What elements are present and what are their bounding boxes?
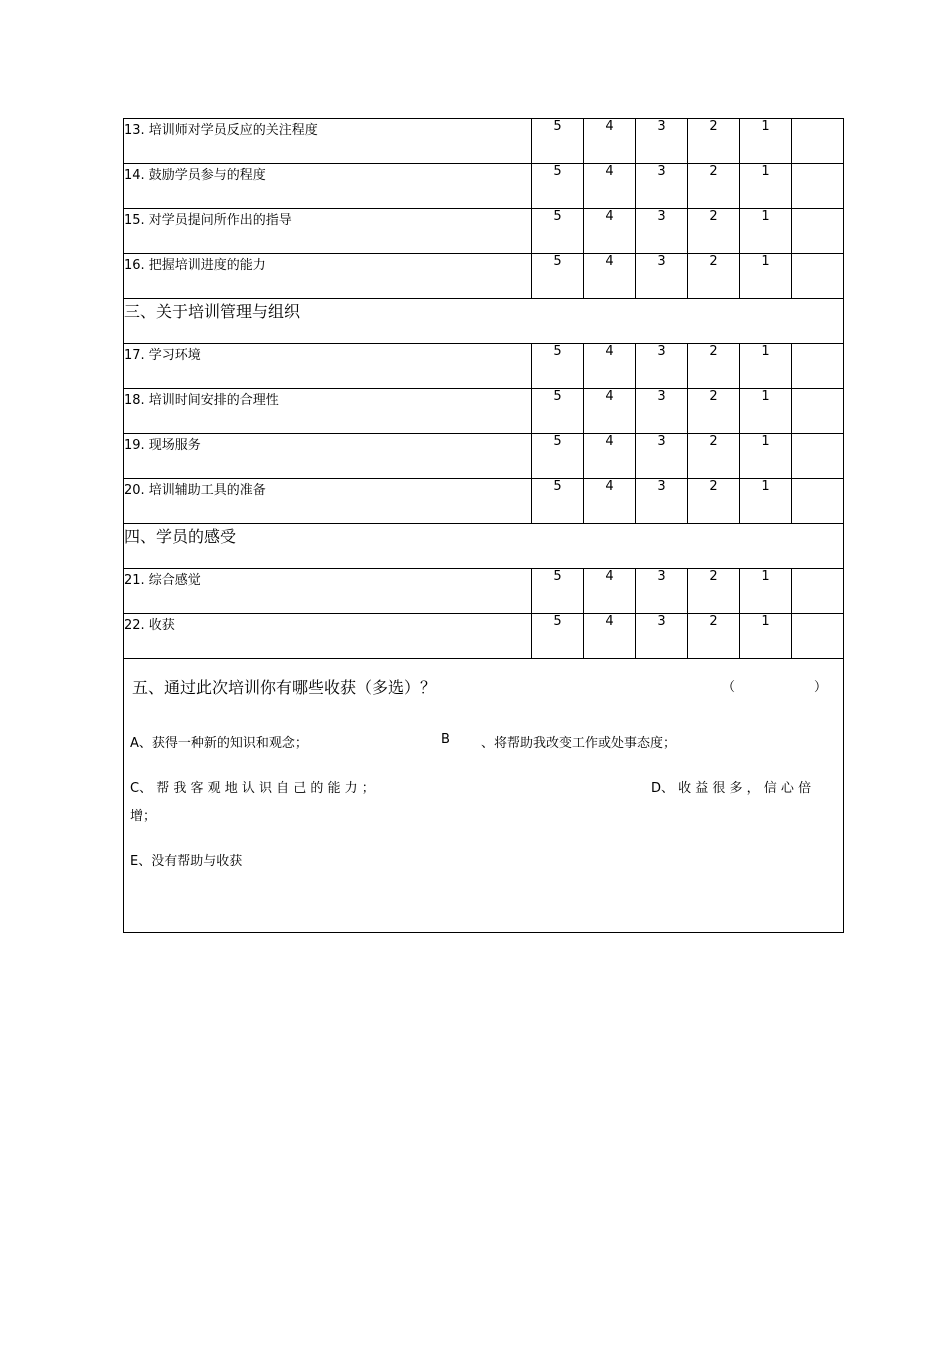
table-row bbox=[124, 434, 844, 479]
score-1[interactable]: 1 bbox=[740, 614, 792, 659]
score-5[interactable]: 5 bbox=[532, 344, 584, 389]
score-3[interactable]: 3 bbox=[636, 119, 688, 164]
score-2[interactable]: 2 bbox=[688, 344, 740, 389]
question-label: 21. 综合感觉 bbox=[124, 569, 532, 614]
score-3[interactable]: 3 bbox=[636, 389, 688, 434]
option-b-letter: B bbox=[441, 732, 450, 747]
score-4[interactable]: 4 bbox=[584, 614, 636, 659]
table-row bbox=[124, 164, 844, 209]
score-2[interactable]: 2 bbox=[688, 389, 740, 434]
option-d: D、 收 益 很 多 ， 信 心 倍 bbox=[651, 781, 812, 796]
score-5[interactable]: 5 bbox=[532, 614, 584, 659]
score-3[interactable]: 3 bbox=[636, 209, 688, 254]
score-5[interactable]: 5 bbox=[532, 434, 584, 479]
score-1[interactable]: 1 bbox=[740, 434, 792, 479]
section-title-4: 四、学员的感受 bbox=[124, 524, 844, 569]
score-2[interactable]: 2 bbox=[688, 209, 740, 254]
score-5[interactable]: 5 bbox=[532, 209, 584, 254]
score-5[interactable]: 5 bbox=[532, 119, 584, 164]
score-3[interactable]: 3 bbox=[636, 614, 688, 659]
option-b-text: 、将帮助我改变工作或处事态度； bbox=[481, 736, 677, 751]
score-3[interactable]: 3 bbox=[636, 344, 688, 389]
score-2[interactable]: 2 bbox=[688, 164, 740, 209]
option-c: C、 帮 我 客 观 地 认 识 自 己 的 能 力 ； bbox=[130, 781, 375, 796]
question-label: 19. 现场服务 bbox=[124, 434, 532, 479]
question-label: 15. 对学员提问所作出的指导 bbox=[124, 209, 532, 254]
score-5[interactable]: 5 bbox=[532, 164, 584, 209]
score-1[interactable]: 1 bbox=[740, 344, 792, 389]
table-row bbox=[124, 569, 844, 614]
score-1[interactable]: 1 bbox=[740, 164, 792, 209]
table-row bbox=[124, 254, 844, 299]
multi-choice-cell bbox=[124, 659, 844, 933]
score-answer-cell[interactable] bbox=[792, 389, 844, 434]
score-answer-cell[interactable] bbox=[792, 569, 844, 614]
score-2[interactable]: 2 bbox=[688, 569, 740, 614]
answer-paren-open: （ bbox=[722, 680, 736, 695]
table-row bbox=[124, 344, 844, 389]
score-2[interactable]: 2 bbox=[688, 119, 740, 164]
score-4[interactable]: 4 bbox=[584, 389, 636, 434]
score-3[interactable]: 3 bbox=[636, 569, 688, 614]
section-title-3: 三、关于培训管理与组织 bbox=[124, 299, 844, 344]
section-header-row bbox=[124, 524, 844, 569]
score-4[interactable]: 4 bbox=[584, 479, 636, 524]
question-label: 22. 收获 bbox=[124, 614, 532, 659]
score-3[interactable]: 3 bbox=[636, 254, 688, 299]
question-label: 13. 培训师对学员反应的关注程度 bbox=[124, 119, 532, 164]
multi-choice-question: 五、通过此次培训你有哪些收获（多选）？ bbox=[132, 678, 437, 697]
evaluation-table bbox=[123, 118, 844, 933]
table-row bbox=[124, 119, 844, 164]
score-3[interactable]: 3 bbox=[636, 164, 688, 209]
question-label: 20. 培训辅助工具的准备 bbox=[124, 479, 532, 524]
score-answer-cell[interactable] bbox=[792, 479, 844, 524]
score-answer-cell[interactable] bbox=[792, 614, 844, 659]
score-2[interactable]: 2 bbox=[688, 434, 740, 479]
score-1[interactable]: 1 bbox=[740, 479, 792, 524]
score-3[interactable]: 3 bbox=[636, 479, 688, 524]
score-5[interactable]: 5 bbox=[532, 569, 584, 614]
question-label: 16. 把握培训进度的能力 bbox=[124, 254, 532, 299]
question-label: 18. 培训时间安排的合理性 bbox=[124, 389, 532, 434]
score-1[interactable]: 1 bbox=[740, 209, 792, 254]
answer-paren-close: ） bbox=[814, 680, 828, 695]
score-4[interactable]: 4 bbox=[584, 209, 636, 254]
option-d-continued: 增； bbox=[130, 809, 157, 824]
score-4[interactable]: 4 bbox=[584, 119, 636, 164]
score-answer-cell[interactable] bbox=[792, 209, 844, 254]
score-1[interactable]: 1 bbox=[740, 119, 792, 164]
score-answer-cell[interactable] bbox=[792, 434, 844, 479]
score-2[interactable]: 2 bbox=[688, 479, 740, 524]
option-e: E、没有帮助与收获 bbox=[130, 854, 243, 869]
score-4[interactable]: 4 bbox=[584, 569, 636, 614]
table-row bbox=[124, 479, 844, 524]
score-answer-cell[interactable] bbox=[792, 344, 844, 389]
score-4[interactable]: 4 bbox=[584, 344, 636, 389]
question-label: 17. 学习环境 bbox=[124, 344, 532, 389]
table-row bbox=[124, 614, 844, 659]
score-5[interactable]: 5 bbox=[532, 254, 584, 299]
multi-choice-row bbox=[124, 659, 844, 933]
score-2[interactable]: 2 bbox=[688, 254, 740, 299]
score-4[interactable]: 4 bbox=[584, 164, 636, 209]
score-1[interactable]: 1 bbox=[740, 569, 792, 614]
table-row bbox=[124, 389, 844, 434]
option-a: A、获得一种新的知识和观念； bbox=[130, 736, 308, 751]
score-1[interactable]: 1 bbox=[740, 389, 792, 434]
score-2[interactable]: 2 bbox=[688, 614, 740, 659]
score-answer-cell[interactable] bbox=[792, 119, 844, 164]
score-3[interactable]: 3 bbox=[636, 434, 688, 479]
score-1[interactable]: 1 bbox=[740, 254, 792, 299]
score-4[interactable]: 4 bbox=[584, 254, 636, 299]
score-answer-cell[interactable] bbox=[792, 164, 844, 209]
score-answer-cell[interactable] bbox=[792, 254, 844, 299]
score-5[interactable]: 5 bbox=[532, 479, 584, 524]
question-label: 14. 鼓励学员参与的程度 bbox=[124, 164, 532, 209]
score-4[interactable]: 4 bbox=[584, 434, 636, 479]
table-row bbox=[124, 209, 844, 254]
section-header-row bbox=[124, 299, 844, 344]
score-5[interactable]: 5 bbox=[532, 389, 584, 434]
